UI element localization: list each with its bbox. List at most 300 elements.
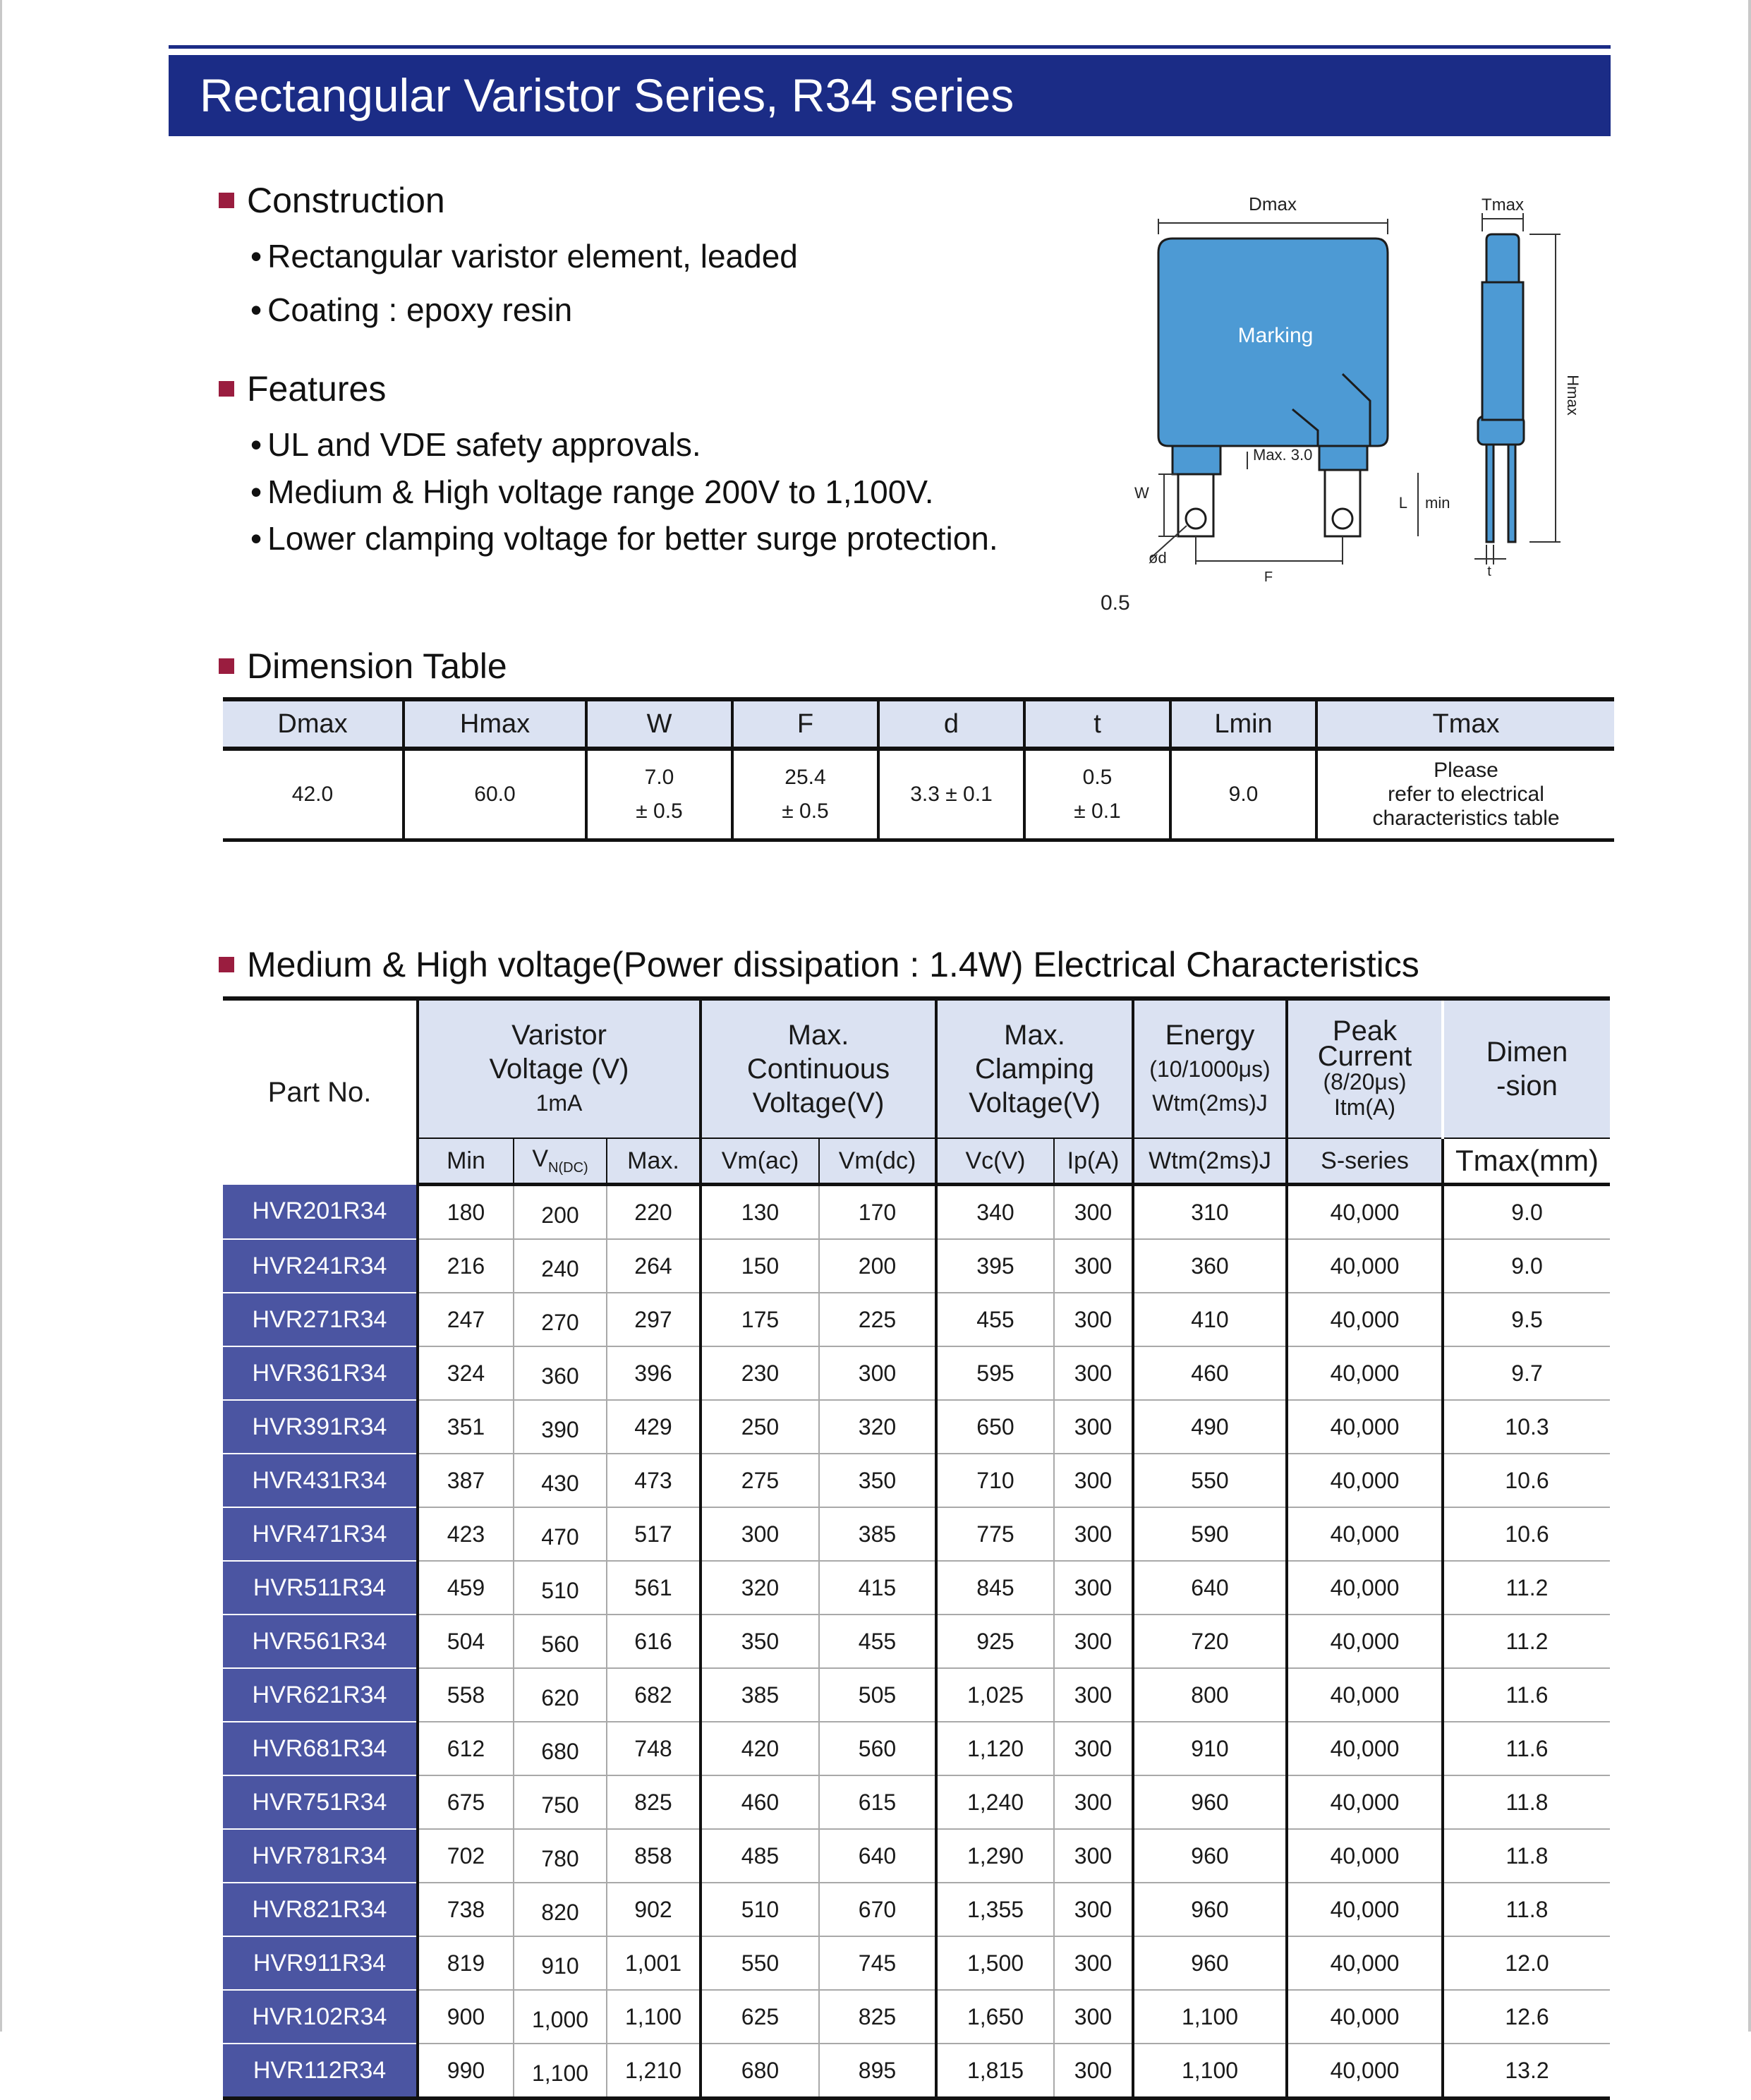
vmdc-value: 320 bbox=[819, 1400, 936, 1454]
vmdc-value: 560 bbox=[819, 1722, 936, 1775]
col-header: d bbox=[878, 699, 1024, 749]
dimension-diagram bbox=[1108, 183, 1644, 607]
wtm-value: 490 bbox=[1133, 1400, 1287, 1454]
header-line: Current bbox=[1317, 1041, 1412, 1072]
lmin-value: 9.0 bbox=[1170, 749, 1316, 840]
vmac-value: 230 bbox=[701, 1346, 819, 1400]
vmin-value: 504 bbox=[418, 1615, 514, 1668]
itm-value: 40,000 bbox=[1287, 1936, 1443, 1990]
vmax-value: 825 bbox=[607, 1775, 701, 1829]
tmax-value: 10.6 bbox=[1443, 1507, 1610, 1561]
wtm-value: 550 bbox=[1133, 1454, 1287, 1507]
part-number: HVR271R34 bbox=[223, 1293, 418, 1346]
table-row bbox=[223, 1615, 1610, 1668]
vmax-value: 748 bbox=[607, 1722, 701, 1775]
vn-value: 820 bbox=[514, 1883, 607, 1936]
part-number: HVR361R34 bbox=[223, 1346, 418, 1400]
lead-hole-right bbox=[1333, 509, 1352, 529]
part-number: HVR751R34 bbox=[223, 1775, 418, 1829]
vmax-value: 616 bbox=[607, 1615, 701, 1668]
vmax-value: 473 bbox=[607, 1454, 701, 1507]
part-number: HVR621R34 bbox=[223, 1668, 418, 1722]
sseries-header: S-series bbox=[1287, 1138, 1443, 1185]
vmdc-value: 225 bbox=[819, 1293, 936, 1346]
vmdc-value: 415 bbox=[819, 1561, 936, 1615]
part-number: HVR201R34 bbox=[223, 1185, 418, 1240]
tmax-value: 11.8 bbox=[1443, 1829, 1610, 1883]
lead-stub-right bbox=[1319, 446, 1367, 470]
bullet-square-icon bbox=[219, 193, 234, 208]
hmax-dimension bbox=[1529, 234, 1561, 542]
table-row bbox=[223, 1775, 1610, 1829]
construction-heading bbox=[219, 180, 445, 221]
vmdc-value: 640 bbox=[819, 1829, 936, 1883]
dimension-header bbox=[1443, 998, 1610, 1138]
vc-value: 595 bbox=[936, 1346, 1054, 1400]
itm-value: 40,000 bbox=[1287, 1722, 1443, 1775]
col-header: Tmax bbox=[1316, 699, 1614, 749]
max30-label: Max. 3.0 bbox=[1253, 446, 1313, 464]
wtm-value: 640 bbox=[1133, 1561, 1287, 1615]
table-row bbox=[223, 1561, 1610, 1615]
tmax-note-line: Please bbox=[1434, 759, 1498, 782]
header-line: Voltage(V) bbox=[752, 1087, 885, 1118]
vmax-value: 1,001 bbox=[607, 1936, 701, 1990]
vmac-value: 385 bbox=[701, 1668, 819, 1722]
vmac-value: 250 bbox=[701, 1400, 819, 1454]
tmax-value: 9.7 bbox=[1443, 1346, 1610, 1400]
ip-value: 300 bbox=[1054, 1561, 1133, 1615]
bullet-square-icon bbox=[219, 957, 234, 972]
part-no-header: Part No. bbox=[223, 998, 418, 1185]
vmac-value: 625 bbox=[701, 1990, 819, 2044]
vmin-value: 459 bbox=[418, 1561, 514, 1615]
vmdc-header: Vm(dc) bbox=[819, 1138, 936, 1185]
tmax-value: 11.2 bbox=[1443, 1561, 1610, 1615]
header-line: Varistor bbox=[511, 1020, 607, 1051]
energy-header bbox=[1133, 998, 1287, 1138]
vn-value: 780 bbox=[514, 1829, 607, 1883]
ip-value: 300 bbox=[1054, 1454, 1133, 1507]
itm-value: 40,000 bbox=[1287, 1615, 1443, 1668]
vmin-value: 675 bbox=[418, 1775, 514, 1829]
itm-value: 40,000 bbox=[1287, 1668, 1443, 1722]
ip-value: 300 bbox=[1054, 1615, 1133, 1668]
feature-item: • Lower clamping voltage for better surge protection. bbox=[250, 519, 998, 557]
lead-stub-left bbox=[1173, 446, 1220, 474]
construction-item: • Rectangular varistor element, leaded bbox=[250, 237, 798, 275]
header-line: Continuous bbox=[746, 1054, 890, 1085]
wtm-header: Wtm(2ms)J bbox=[1133, 1138, 1287, 1185]
tmax-note-line: refer to electrical bbox=[1388, 783, 1544, 806]
part-number: HVR561R34 bbox=[223, 1615, 418, 1668]
ip-value: 300 bbox=[1054, 1722, 1133, 1775]
feature-item: • Medium & High voltage range 200V to 1,100V. bbox=[250, 473, 934, 511]
vn-value: 620 bbox=[514, 1668, 607, 1722]
vn-value: 240 bbox=[514, 1239, 607, 1293]
hmax-value: 60.0 bbox=[404, 749, 586, 840]
stray-dimension-note: 0.5 bbox=[1101, 591, 1130, 615]
vmdc-value: 895 bbox=[819, 2044, 936, 2099]
header-line: (10/1000μs) bbox=[1149, 1056, 1271, 1082]
vmin-value: 702 bbox=[418, 1829, 514, 1883]
ip-value: 300 bbox=[1054, 1990, 1133, 2044]
tmax-value: 9.0 bbox=[1443, 1185, 1610, 1240]
wtm-value: 960 bbox=[1133, 1775, 1287, 1829]
part-number: HVR681R34 bbox=[223, 1722, 418, 1775]
vc-value: 395 bbox=[936, 1239, 1054, 1293]
table-row bbox=[223, 1668, 1610, 1722]
table-header-sub bbox=[223, 1138, 1610, 1185]
vmax-value: 858 bbox=[607, 1829, 701, 1883]
wtm-value: 720 bbox=[1133, 1615, 1287, 1668]
w-dimension bbox=[1158, 474, 1177, 536]
header-line: Dimen bbox=[1486, 1037, 1568, 1068]
col-header: Dmax bbox=[223, 699, 404, 749]
peak-current-header bbox=[1287, 998, 1443, 1138]
vmac-header: Vm(ac) bbox=[701, 1138, 819, 1185]
ip-value: 300 bbox=[1054, 1936, 1133, 1990]
vn-value: 680 bbox=[514, 1722, 607, 1775]
vmdc-value: 670 bbox=[819, 1883, 936, 1936]
itm-value: 40,000 bbox=[1287, 1775, 1443, 1829]
col-header: t bbox=[1024, 699, 1170, 749]
header-line: Voltage(V) bbox=[969, 1087, 1101, 1118]
header-line: Voltage (V) bbox=[489, 1054, 629, 1085]
page-edge-left bbox=[0, 0, 2, 2032]
vmdc-value: 825 bbox=[819, 1990, 936, 2044]
itm-value: 40,000 bbox=[1287, 1883, 1443, 1936]
itm-value: 40,000 bbox=[1287, 1400, 1443, 1454]
page-edge-right bbox=[1748, 0, 1751, 2032]
ip-value: 300 bbox=[1054, 1775, 1133, 1829]
wtm-value: 960 bbox=[1133, 1883, 1287, 1936]
wtm-value: 310 bbox=[1133, 1185, 1287, 1240]
vmax-value: 902 bbox=[607, 1883, 701, 1936]
dimension-table-row bbox=[223, 749, 1614, 840]
vmin-value: 324 bbox=[418, 1346, 514, 1400]
itm-value: 40,000 bbox=[1287, 1507, 1443, 1561]
wtm-value: 410 bbox=[1133, 1293, 1287, 1346]
feature-item: • UL and VDE safety approvals. bbox=[250, 426, 701, 464]
itm-value: 40,000 bbox=[1287, 1185, 1443, 1240]
table-header-top bbox=[223, 998, 1610, 1138]
dmax-label: Dmax bbox=[1249, 193, 1297, 215]
wtm-value: 360 bbox=[1133, 1239, 1287, 1293]
vc-value: 775 bbox=[936, 1507, 1054, 1561]
vn-header bbox=[514, 1138, 607, 1185]
header-line: Peak bbox=[1332, 1015, 1398, 1046]
vmin-value: 738 bbox=[418, 1883, 514, 1936]
vmdc-value: 615 bbox=[819, 1775, 936, 1829]
vmac-value: 300 bbox=[701, 1507, 819, 1561]
vmin-value: 387 bbox=[418, 1454, 514, 1507]
t-nominal: 0.5 bbox=[1082, 766, 1113, 789]
bullet-square-icon bbox=[219, 658, 234, 674]
part-number: HVR911R34 bbox=[223, 1936, 418, 1990]
vmdc-value: 300 bbox=[819, 1346, 936, 1400]
vc-value: 1,025 bbox=[936, 1668, 1054, 1722]
part-number: HVR821R34 bbox=[223, 1883, 418, 1936]
vmax-value: 297 bbox=[607, 1293, 701, 1346]
vmax-value: 1,100 bbox=[607, 1990, 701, 2044]
ip-value: 300 bbox=[1054, 1507, 1133, 1561]
vmin-value: 612 bbox=[418, 1722, 514, 1775]
vc-value: 710 bbox=[936, 1454, 1054, 1507]
lmin-label: min bbox=[1425, 494, 1450, 512]
col-header: Hmax bbox=[404, 699, 586, 749]
vn-subscript: N(DC) bbox=[548, 1159, 588, 1176]
header-line: Wtm(2ms)J bbox=[1152, 1090, 1268, 1116]
table-row bbox=[223, 1883, 1610, 1936]
vn-value: 750 bbox=[514, 1775, 607, 1829]
itm-value: 40,000 bbox=[1287, 1561, 1443, 1615]
vmdc-value: 170 bbox=[819, 1185, 936, 1240]
vn-label: V bbox=[532, 1145, 549, 1173]
header-line: Max. bbox=[787, 1020, 849, 1051]
f-tolerance: ± 0.5 bbox=[782, 799, 829, 823]
w-value bbox=[586, 749, 732, 840]
vmdc-value: 385 bbox=[819, 1507, 936, 1561]
vc-value: 455 bbox=[936, 1293, 1054, 1346]
t-dimension bbox=[1474, 545, 1506, 565]
table-row bbox=[223, 1185, 1610, 1240]
dimension-table-header bbox=[223, 699, 1614, 749]
vc-value: 1,120 bbox=[936, 1722, 1054, 1775]
header-line: 1mA bbox=[535, 1090, 583, 1116]
vmac-value: 420 bbox=[701, 1722, 819, 1775]
vmac-value: 130 bbox=[701, 1185, 819, 1240]
tmax-value: 11.6 bbox=[1443, 1668, 1610, 1722]
vmdc-value: 350 bbox=[819, 1454, 936, 1507]
vmax-value: 682 bbox=[607, 1668, 701, 1722]
vmin-value: 900 bbox=[418, 1990, 514, 2044]
tmax-note-line: characteristics table bbox=[1372, 807, 1560, 830]
wtm-value: 460 bbox=[1133, 1346, 1287, 1400]
t-label: t bbox=[1487, 564, 1491, 579]
vn-value: 360 bbox=[514, 1346, 607, 1400]
vmac-value: 350 bbox=[701, 1615, 819, 1668]
vn-value: 200 bbox=[514, 1185, 607, 1240]
vmdc-value: 200 bbox=[819, 1239, 936, 1293]
header-line: (8/20μs) bbox=[1323, 1069, 1407, 1094]
vc-header: Vc(V) bbox=[936, 1138, 1054, 1185]
electrical-heading bbox=[219, 944, 1419, 985]
vmax-value: 396 bbox=[607, 1346, 701, 1400]
ip-value: 300 bbox=[1054, 2044, 1133, 2099]
col-header: F bbox=[732, 699, 878, 749]
phid-label: ød bbox=[1149, 549, 1167, 567]
tmax-value: 10.6 bbox=[1443, 1454, 1610, 1507]
f-label: F bbox=[1264, 569, 1273, 585]
tmax-value: 10.3 bbox=[1443, 1400, 1610, 1454]
itm-value: 40,000 bbox=[1287, 1454, 1443, 1507]
f-value bbox=[732, 749, 878, 840]
w-nominal: 7.0 bbox=[644, 766, 674, 789]
vmax-value: 517 bbox=[607, 1507, 701, 1561]
construction-item: • Coating : epoxy resin bbox=[250, 291, 572, 329]
vn-value: 470 bbox=[514, 1507, 607, 1561]
header-line: Energy bbox=[1165, 1020, 1255, 1051]
table-row bbox=[223, 1454, 1610, 1507]
vmin-value: 180 bbox=[418, 1185, 514, 1240]
vmac-value: 175 bbox=[701, 1293, 819, 1346]
ip-value: 300 bbox=[1054, 1400, 1133, 1454]
dimension-table bbox=[223, 697, 1614, 842]
f-nominal: 25.4 bbox=[784, 766, 826, 789]
table-row bbox=[223, 1346, 1610, 1400]
tmax-value: 9.0 bbox=[1443, 1239, 1610, 1293]
vmax-value: 1,210 bbox=[607, 2044, 701, 2099]
vmdc-value: 745 bbox=[819, 1936, 936, 1990]
wtm-value: 910 bbox=[1133, 1722, 1287, 1775]
part-number: HVR112R34 bbox=[223, 2044, 418, 2099]
vmin-value: 216 bbox=[418, 1239, 514, 1293]
dimension-table-heading-text: Dimension Table bbox=[247, 646, 507, 686]
part-number: HVR781R34 bbox=[223, 1829, 418, 1883]
header-line: Max. bbox=[1004, 1020, 1065, 1051]
part-number: HVR102R34 bbox=[223, 1990, 418, 2044]
header-line: Clamping bbox=[975, 1054, 1094, 1085]
features-heading-text: Features bbox=[247, 369, 387, 409]
table-row bbox=[223, 1507, 1610, 1561]
vn-value: 510 bbox=[514, 1561, 607, 1615]
tmax-value bbox=[1316, 749, 1614, 840]
table-row bbox=[223, 1722, 1610, 1775]
ip-value: 300 bbox=[1054, 1829, 1133, 1883]
dmax-value: 42.0 bbox=[223, 749, 404, 840]
part-number: HVR431R34 bbox=[223, 1454, 418, 1507]
table-row bbox=[223, 1829, 1610, 1883]
t-value bbox=[1024, 749, 1170, 840]
vmac-value: 320 bbox=[701, 1561, 819, 1615]
vc-value: 1,290 bbox=[936, 1829, 1054, 1883]
vc-value: 650 bbox=[936, 1400, 1054, 1454]
varistor-voltage-header bbox=[418, 998, 701, 1138]
features-heading bbox=[219, 368, 386, 409]
table-row bbox=[223, 1239, 1610, 1293]
w-tolerance: ± 0.5 bbox=[636, 799, 683, 823]
vc-value: 340 bbox=[936, 1185, 1054, 1240]
vc-value: 1,650 bbox=[936, 1990, 1054, 2044]
part-number: HVR391R34 bbox=[223, 1400, 418, 1454]
d-value: 3.3 ± 0.1 bbox=[878, 749, 1024, 840]
itm-value: 40,000 bbox=[1287, 1829, 1443, 1883]
min-header: Min bbox=[418, 1138, 514, 1185]
tmax-value: 11.6 bbox=[1443, 1722, 1610, 1775]
wtm-value: 960 bbox=[1133, 1829, 1287, 1883]
construction-heading-text: Construction bbox=[247, 181, 445, 220]
vmac-value: 150 bbox=[701, 1239, 819, 1293]
vmac-value: 510 bbox=[701, 1883, 819, 1936]
vmin-value: 558 bbox=[418, 1668, 514, 1722]
ip-header: Ip(A) bbox=[1054, 1138, 1133, 1185]
header-line: -sion bbox=[1496, 1070, 1558, 1102]
part-number: HVR511R34 bbox=[223, 1561, 418, 1615]
table-row bbox=[223, 1400, 1610, 1454]
ip-value: 300 bbox=[1054, 1668, 1133, 1722]
itm-value: 40,000 bbox=[1287, 2044, 1443, 2099]
vn-value: 910 bbox=[514, 1936, 607, 1990]
tmax-value: 11.2 bbox=[1443, 1615, 1610, 1668]
vmax-value: 220 bbox=[607, 1185, 701, 1240]
title-rule bbox=[169, 45, 1611, 49]
table-row bbox=[223, 1990, 1610, 2044]
vmdc-value: 505 bbox=[819, 1668, 936, 1722]
lead-hole-left bbox=[1186, 509, 1206, 529]
part-number: HVR471R34 bbox=[223, 1507, 418, 1561]
tmax-value: 12.6 bbox=[1443, 1990, 1610, 2044]
dimension-table-heading bbox=[219, 646, 507, 687]
vc-value: 1,355 bbox=[936, 1883, 1054, 1936]
electrical-characteristics-table bbox=[223, 996, 1610, 2100]
itm-value: 40,000 bbox=[1287, 1293, 1443, 1346]
page-title: Rectangular Varistor Series, R34 series bbox=[169, 55, 1611, 136]
wtm-value: 1,100 bbox=[1133, 2044, 1287, 2099]
wtm-value: 800 bbox=[1133, 1668, 1287, 1722]
col-header: W bbox=[586, 699, 732, 749]
l-label: L bbox=[1398, 494, 1407, 512]
tmax-value: 13.2 bbox=[1443, 2044, 1610, 2099]
ip-value: 300 bbox=[1054, 1185, 1133, 1240]
vmin-value: 351 bbox=[418, 1400, 514, 1454]
vc-value: 1,815 bbox=[936, 2044, 1054, 2099]
vmax-value: 561 bbox=[607, 1561, 701, 1615]
dmax-dimension bbox=[1158, 219, 1388, 234]
table-body bbox=[223, 1185, 1610, 2099]
vmax-value: 264 bbox=[607, 1239, 701, 1293]
itm-value: 40,000 bbox=[1287, 1346, 1443, 1400]
hmax-label: Hmax bbox=[1564, 375, 1582, 416]
bullet-square-icon bbox=[219, 381, 234, 397]
table-row bbox=[223, 2044, 1610, 2099]
vn-value: 270 bbox=[514, 1293, 607, 1346]
tmax-dimension bbox=[1482, 213, 1523, 231]
electrical-heading-text: Medium & High voltage(Power dissipation : 1.4W) Electrical Characteristics bbox=[247, 945, 1419, 984]
max-header: Max. bbox=[607, 1138, 701, 1185]
vmac-value: 550 bbox=[701, 1936, 819, 1990]
table-row bbox=[223, 1936, 1610, 1990]
vn-value: 1,000 bbox=[514, 1990, 607, 2044]
tmax-header: Tmax(mm) bbox=[1443, 1138, 1610, 1185]
vmac-value: 485 bbox=[701, 1829, 819, 1883]
vmin-value: 819 bbox=[418, 1936, 514, 1990]
ip-value: 300 bbox=[1054, 1346, 1133, 1400]
vmdc-value: 455 bbox=[819, 1615, 936, 1668]
side-view bbox=[1478, 234, 1524, 542]
vmin-value: 990 bbox=[418, 2044, 514, 2099]
tmax-value: 11.8 bbox=[1443, 1775, 1610, 1829]
wtm-value: 960 bbox=[1133, 1936, 1287, 1990]
vc-value: 845 bbox=[936, 1561, 1054, 1615]
ip-value: 300 bbox=[1054, 1293, 1133, 1346]
col-header: Lmin bbox=[1170, 699, 1316, 749]
vn-value: 430 bbox=[514, 1454, 607, 1507]
ip-value: 300 bbox=[1054, 1883, 1133, 1936]
vmac-value: 460 bbox=[701, 1775, 819, 1829]
vn-value: 1,100 bbox=[514, 2044, 607, 2099]
part-number: HVR241R34 bbox=[223, 1239, 418, 1293]
tmax-label: Tmax bbox=[1482, 195, 1524, 215]
vc-value: 925 bbox=[936, 1615, 1054, 1668]
vn-value: 560 bbox=[514, 1615, 607, 1668]
t-tolerance: ± 0.1 bbox=[1074, 799, 1121, 823]
itm-value: 40,000 bbox=[1287, 1239, 1443, 1293]
itm-value: 40,000 bbox=[1287, 1990, 1443, 2044]
vn-value: 390 bbox=[514, 1400, 607, 1454]
vmax-value: 429 bbox=[607, 1400, 701, 1454]
header-line: Itm(A) bbox=[1333, 1094, 1396, 1120]
